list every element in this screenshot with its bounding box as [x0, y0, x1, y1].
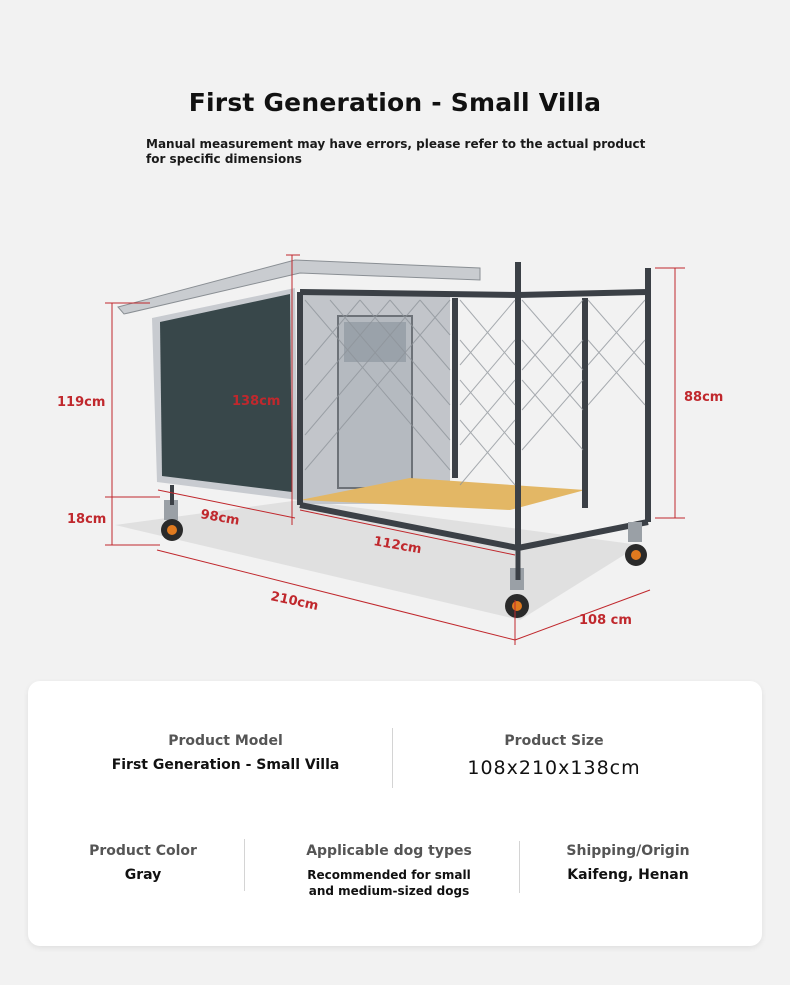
spec-product-size: [363, 733, 745, 779]
spec-value: Gray: [124, 867, 162, 883]
cage-length-label: 112cm: [372, 534, 423, 558]
spec-value: 108x210x138cm: [467, 757, 641, 779]
house-side-panel: [160, 294, 292, 492]
spec-label: Product Color: [89, 843, 197, 859]
spec-card: [28, 681, 762, 946]
total-height-label: 138cm: [232, 394, 281, 409]
spec-shipping-origin: [528, 843, 728, 883]
leg-height-label: 18cm: [67, 512, 107, 527]
divider: [244, 839, 245, 891]
spec-label: Applicable dog types: [306, 843, 472, 859]
total-length-label: 210cm: [269, 589, 320, 614]
spec-product-model: [68, 733, 383, 773]
house-depth-label: 98cm: [199, 507, 241, 529]
house-height-label: 119cm: [57, 395, 106, 410]
divider: [519, 841, 520, 893]
spec-dog-types: [258, 843, 520, 899]
cage-height-label: 88cm: [684, 390, 724, 405]
spec-value: Recommended for small and medium-sized dogs: [307, 868, 471, 898]
spec-value: Kaifeng, Henan: [567, 867, 689, 883]
spec-value: First Generation - Small Villa: [111, 757, 340, 773]
spec-label: Product Size: [504, 733, 604, 749]
measurement-note: Manual measurement may have errors, please refer to the actual product for specific dimensions: [146, 137, 646, 166]
width-label: 108 cm: [579, 613, 632, 628]
spec-product-color: [48, 843, 238, 883]
spec-label: Product Model: [168, 733, 283, 749]
page-title: First Generation - Small Villa: [188, 88, 602, 117]
spec-label: Shipping/Origin: [566, 843, 690, 859]
dog-kennel-illustration: [0, 240, 790, 660]
